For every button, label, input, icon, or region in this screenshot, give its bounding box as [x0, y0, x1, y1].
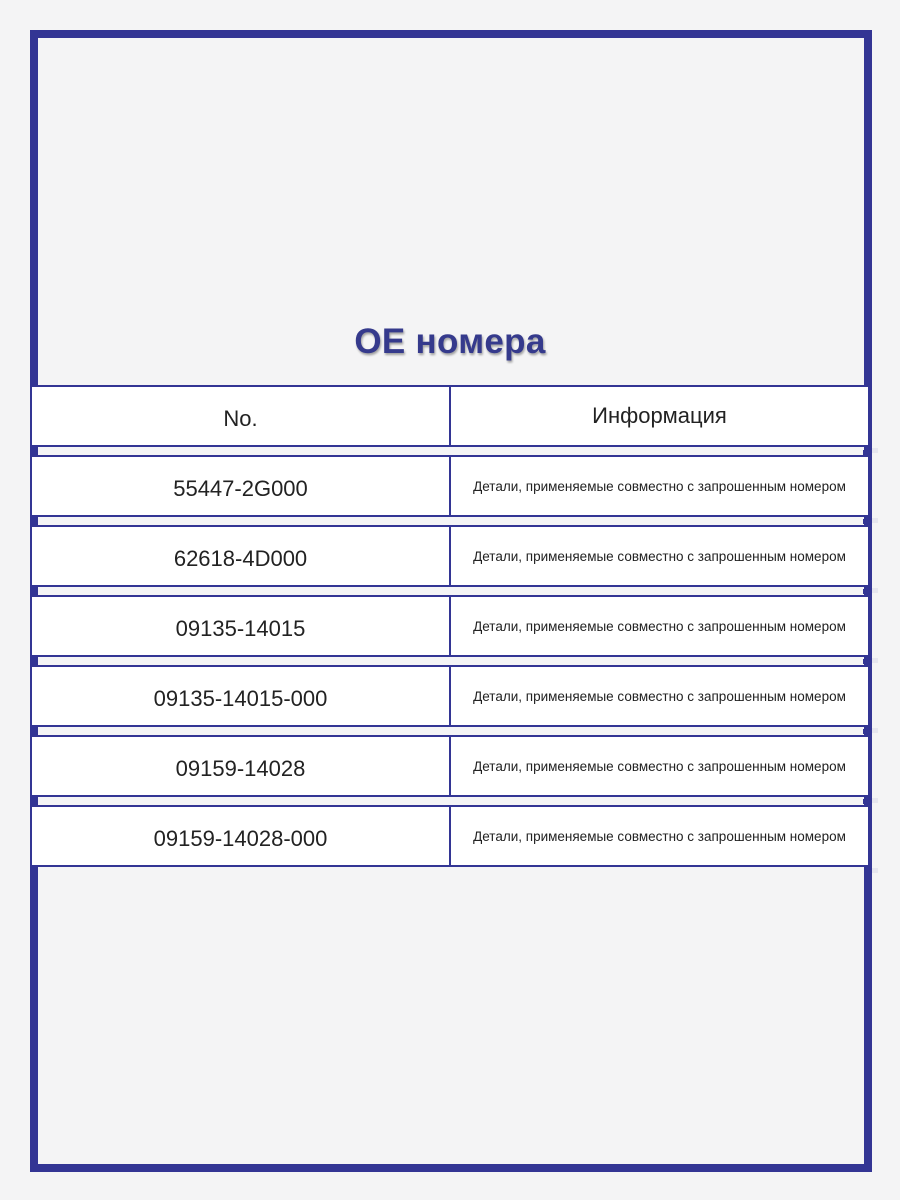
row-info: Детали, применяемые совместно с запрошенным номером	[449, 525, 870, 587]
divider-marker	[31, 450, 38, 455]
divider-marker	[863, 799, 870, 804]
oe-number: 09135-14015-000	[30, 665, 451, 727]
table-row	[30, 525, 872, 587]
table-row	[30, 455, 872, 517]
oe-number: 62618-4D000	[30, 525, 451, 587]
divider-marker	[31, 799, 38, 804]
oe-number: 09159-14028	[30, 735, 451, 797]
row-info: Детали, применяемые совместно с запрошенным номером	[449, 595, 870, 657]
table-row	[30, 805, 872, 867]
table-row	[30, 665, 872, 727]
oe-number: 09159-14028-000	[30, 805, 451, 867]
divider-marker	[31, 519, 38, 524]
row-info: Детали, применяемые совместно с запрошенным номером	[449, 735, 870, 797]
header-no: No.	[30, 385, 451, 447]
divider-marker	[863, 450, 870, 455]
row-info: Детали, применяемые совместно с запрошенным номером	[449, 455, 870, 517]
page-title: OE номера	[354, 322, 546, 361]
divider-marker	[31, 589, 38, 594]
row-info: Детали, применяемые совместно с запрошенным номером	[449, 665, 870, 727]
table-row	[30, 595, 872, 657]
table-row	[30, 735, 872, 797]
divider-marker	[31, 659, 38, 664]
table-header-row	[30, 385, 872, 447]
divider-marker	[863, 659, 870, 664]
oe-number: 09135-14015	[30, 595, 451, 657]
divider-marker	[863, 589, 870, 594]
row-info: Детали, применяемые совместно с запрошенным номером	[449, 805, 870, 867]
divider-marker	[863, 519, 870, 524]
divider-marker	[863, 729, 870, 734]
header-info: Информация	[449, 385, 870, 447]
oe-number: 55447-2G000	[30, 455, 451, 517]
divider-marker	[31, 729, 38, 734]
